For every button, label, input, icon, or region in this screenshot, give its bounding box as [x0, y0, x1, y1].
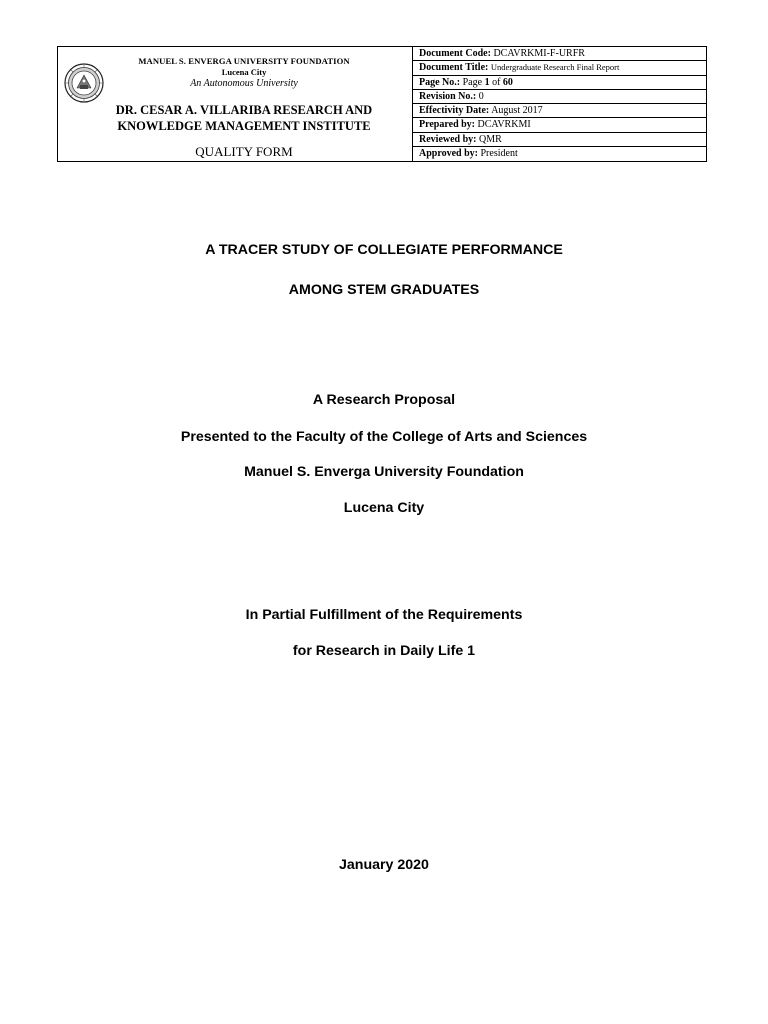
header-form-name: QUALITY FORM [195, 144, 293, 159]
university-seal-icon [64, 63, 104, 103]
header-university-name: MANUEL S. ENVERGA UNIVERSITY FOUNDATION [138, 56, 350, 66]
field-approved-by: Approved by: President [419, 147, 518, 159]
institute-line-2: KNOWLEDGE MANAGEMENT INSTITUTE [117, 119, 371, 133]
field-document-title: Document Title: Undergraduate Research Final Report [413, 61, 706, 75]
fulfillment-line-1: In Partial Fulfillment of the Requirements [245, 607, 523, 623]
header-fields-panel [413, 47, 706, 161]
field-prepared-by: Prepared by: DCAVRKMI [413, 118, 706, 132]
field-page-no: Page No.: Page 1 of 60 [413, 76, 706, 90]
field-effectivity-date: Effectivity Date: August 2017 [413, 104, 706, 118]
proposal-label: A Research Proposal [312, 392, 456, 408]
presented-to-line: Presented to the Faculty of the College of Arts and Sciences [180, 429, 588, 445]
fulfillment-line-2: for Research in Daily Life 1 [292, 643, 476, 659]
document-header-table [57, 46, 707, 162]
field-reviewed-by: Reviewed by: QMR [413, 133, 706, 147]
field-revision-no: Revision No.: 0 [413, 90, 706, 104]
header-institute-name [98, 102, 390, 134]
title-line-2: AMONG STEM GRADUATES [288, 282, 480, 298]
institute-line-1: DR. CESAR A. VILLARIBA RESEARCH AND [115, 103, 373, 117]
header-left-panel [58, 47, 413, 161]
field-document-code: Document Code: DCAVRKMI-F-URFR [413, 47, 706, 61]
date-line: January 2020 [339, 857, 429, 873]
header-tagline: An Autonomous University [190, 78, 298, 89]
header-city: Lucena City [221, 67, 267, 77]
city-line: Lucena City [343, 500, 425, 516]
title-line-1: A TRACER STUDY OF COLLEGIATE PERFORMANCE [205, 242, 563, 258]
university-line: Manuel S. Enverga University Foundation [244, 464, 524, 480]
